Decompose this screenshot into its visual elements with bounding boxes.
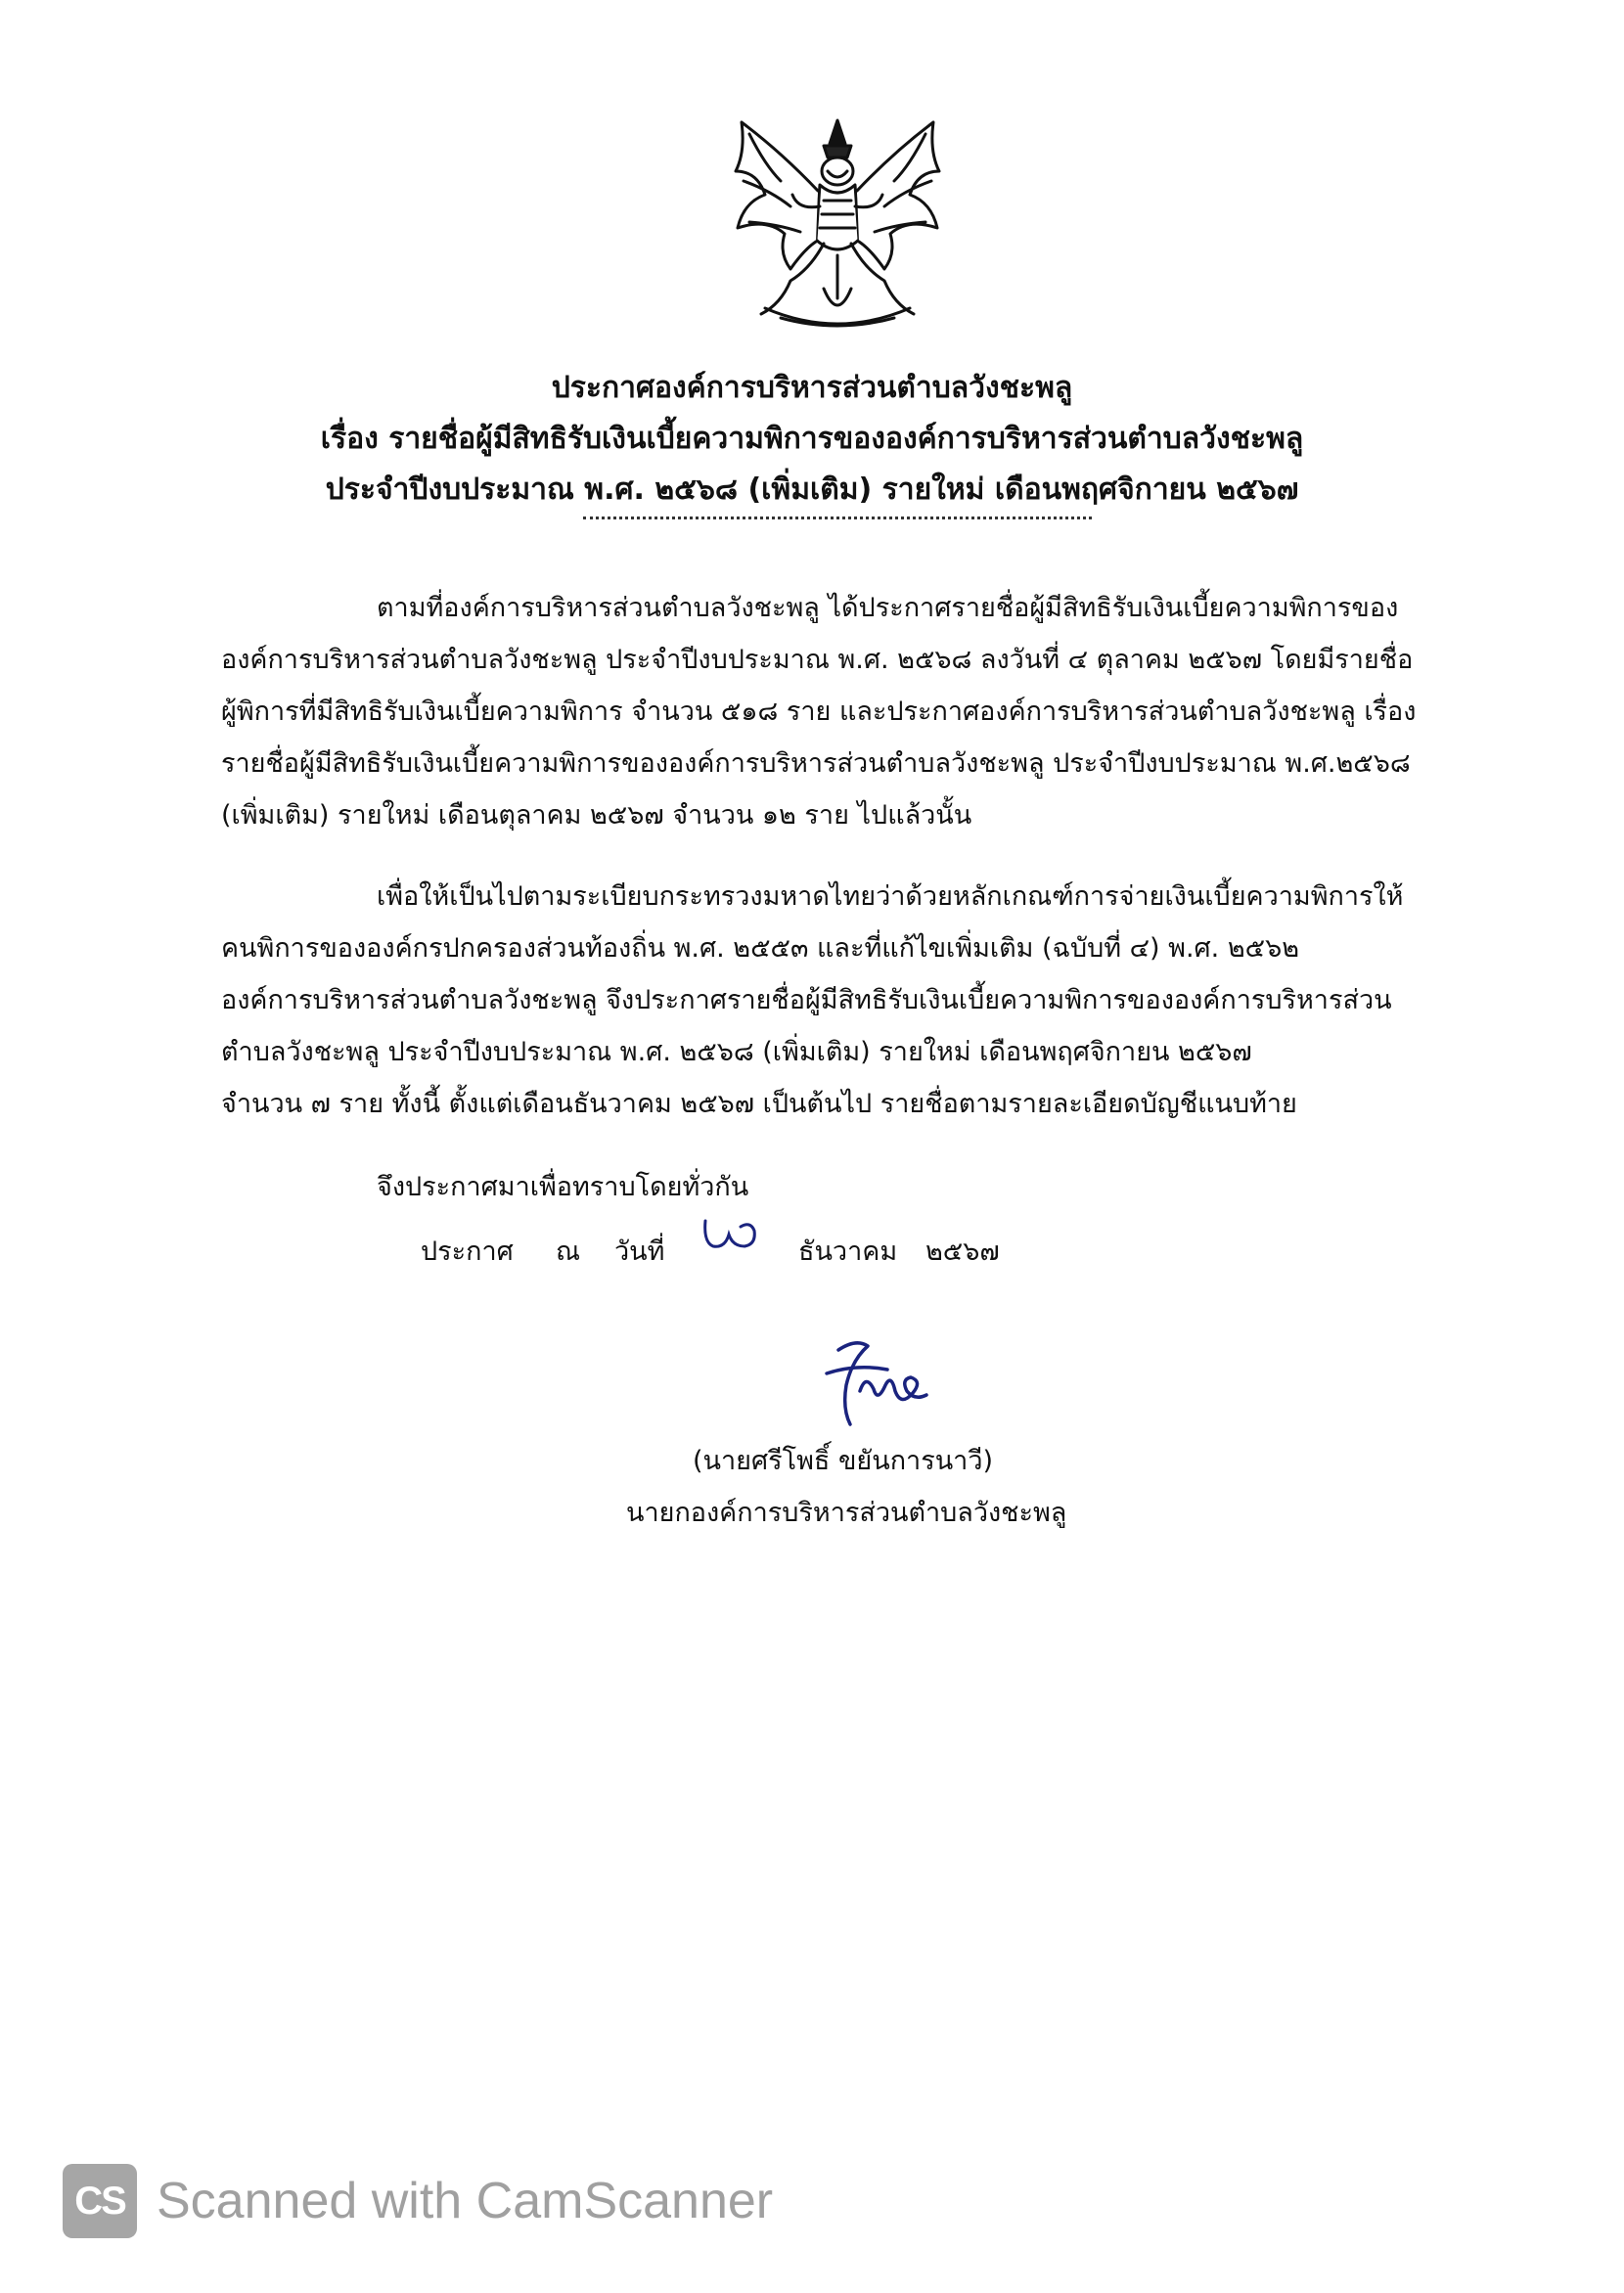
handwritten-signature (817, 1330, 934, 1438)
paragraph-2-line-1: เพื่อให้เป็นไปตามระเบียบกระทรวงมหาดไทยว่าด้วยหลักเกณฑ์การจ่ายเงินเบี้ยความพิการให้ (377, 881, 1404, 912)
date-prefix: ประกาศ (421, 1236, 514, 1267)
handwritten-day (699, 1213, 768, 1262)
paragraph-2-line-3: องค์การบริหารส่วนตำบลวังชะพลู จึงประกาศรายชื่อผู้มีสิทธิรับเงินเบี้ยความพิการขององค์การบริหารส่วน (221, 985, 1392, 1015)
date-day-label: วันที่ (614, 1236, 665, 1267)
announcement-title: ประกาศองค์การบริหารส่วนตำบลวังชะพลู (551, 371, 1073, 405)
dotted-separator (583, 517, 1092, 539)
paragraph-1-line-4: รายชื่อผู้มีสิทธิรับเงินเบี้ยความพิการขององค์การบริหารส่วนตำบลวังชะพลู ประจำปีงบประมาณ พ.ศ.๒๕๖๘ (221, 748, 1411, 779)
paragraph-1-line-2: องค์การบริหารส่วนตำบลวังชะพลู ประจำปีงบประมาณ พ.ศ. ๒๕๖๘ ลงวันที่ ๔ ตุลาคม ๒๕๖๗ โดยมีรายชื่อ (221, 645, 1414, 675)
date-at: ณ (556, 1236, 581, 1267)
announcement-period: ประจำปีงบประมาณ พ.ศ. ๒๕๖๘ (เพิ่มเติม) รายใหม่ เดือนพฤศจิกายน ๒๕๖๗ (325, 472, 1299, 507)
signer-name: (นายศรีโพธิ์ ขยันการนาวี) (693, 1446, 994, 1476)
camscanner-logo-icon: CS (63, 2164, 137, 2238)
paragraph-2-line-5: จำนวน ๗ ราย ทั้งนี้ ตั้งแต่เดือนธันวาคม ๒๕๖๗ เป็นต้นไป รายชื่อตามรายละเอียดบัญชีแนบท้าย (221, 1089, 1297, 1119)
paragraph-1-line-1: ตามที่องค์การบริหารส่วนตำบลวังชะพลู ได้ประกาศรายชื่อผู้มีสิทธิรับเงินเบี้ยความพิการของ (377, 593, 1399, 623)
watermark-text: Scanned with CamScanner (157, 2173, 774, 2229)
paragraph-1-line-3: ผู้พิการที่มีสิทธิรับเงินเบี้ยความพิการ จำนวน ๕๑๘ ราย และประกาศองค์การบริหารส่วนตำบลวังชะพลู เรื่อง (221, 697, 1417, 727)
date-month: ธันวาคม (798, 1236, 898, 1267)
date-year: ๒๕๖๗ (925, 1236, 1000, 1267)
announcement-subject: เรื่อง รายชื่อผู้มีสิทธิรับเงินเบี้ยความพิการขององค์การบริหารส่วนตำบลวังชะพลู (320, 422, 1304, 456)
closing-statement: จึงประกาศมาเพื่อทราบโดยทั่วกัน (377, 1172, 749, 1202)
garuda-emblem-icon (722, 112, 953, 339)
paragraph-2-line-4: ตำบลวังชะพลู ประจำปีงบประมาณ พ.ศ. ๒๕๖๘ (เพิ่มเติม) รายใหม่ เดือนพฤศจิกายน ๒๕๖๗ (221, 1037, 1252, 1067)
paragraph-1-line-5: (เพิ่มเติม) รายใหม่ เดือนตุลาคม ๒๕๖๗ จำนวน ๑๒ ราย ไปแล้วนั้น (221, 800, 972, 831)
signer-title: นายกองค์การบริหารส่วนตำบลวังชะพลู (626, 1498, 1067, 1528)
camscanner-watermark (63, 2160, 773, 2242)
paragraph-2-line-2: คนพิการขององค์กรปกครองส่วนท้องถิ่น พ.ศ. ๒๕๕๓ และที่แก้ไขเพิ่มเติม (ฉบับที่ ๔) พ.ศ. ๒๕๖๒ (221, 933, 1300, 964)
